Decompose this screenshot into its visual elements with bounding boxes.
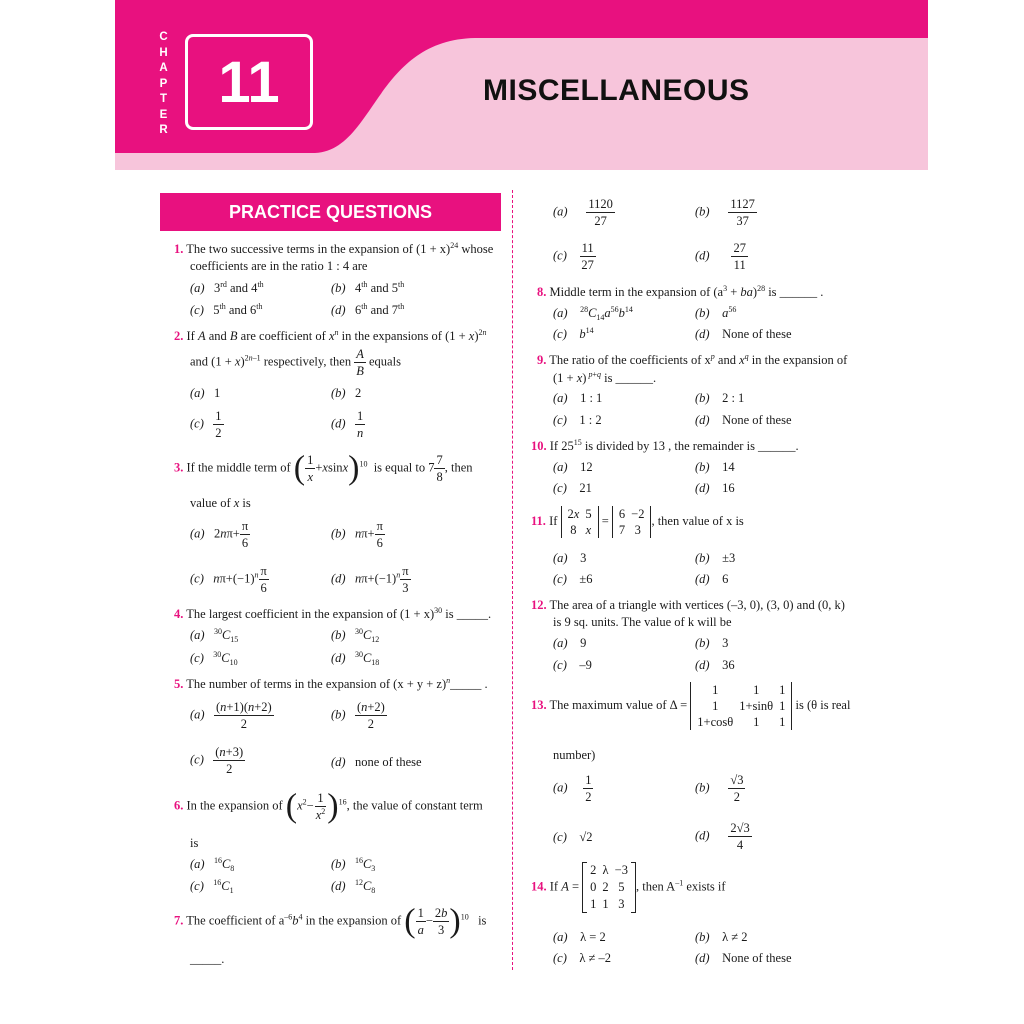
question-3-line2: value of x is [190,496,251,510]
question-8: 8. Middle term in the expansion of $(a^3 + ba)^{28}$ is ______ . [537,284,824,299]
question-9-line2: (1 + x) $^{p+q}$ is ______. [553,370,657,385]
q1-option-a[interactable]: (a) 3rd and 4th [190,280,264,295]
question-3: 3. If the middle term of ( $\frac{1}{x}$ +xsinx)$^{10}$ is equal to 7 $\frac{7}{8}$ , then [174,449,473,487]
q9-option-c[interactable]: (c) 1 : 2 [553,413,602,427]
q8-option-b[interactable]: (b) $a^{56}$ [695,305,737,320]
q8-option-d[interactable]: (d) None of these [695,327,792,341]
q3-option-b[interactable]: (b) nπ+ $\frac{\pi}{6}$ [331,519,383,550]
q5-option-a[interactable]: (a) $\frac{(n+1)(n+2)}{2}$ [190,700,272,731]
q11-option-d[interactable]: (d) 6 [695,572,729,586]
q10-option-d[interactable]: (d) 16 [695,481,735,495]
header-strip [115,153,928,170]
question-1: 1. The two successive terms in the expansion of $(1 + x)^{24}$ whose [174,241,494,256]
question-14: 14. If A = 2 λ −3 0 2 5 1 1 3 , then $A^{-1}$ exists if [531,863,726,911]
q12-option-b[interactable]: (b) 3 [695,636,729,650]
question-6: 6. In the expansion of ($x^2-$ $\frac{1}{x^2}$ )$^{16}$, the value of constant term [174,787,483,825]
q14-option-b[interactable]: (b) λ ≠ 2 [695,930,748,944]
q3-option-c[interactable]: (c) $n\pi+(-1)^n$ $\frac{\pi}{6}$ [190,564,267,595]
q3-option-d[interactable]: (d) $n\pi+(-1)^n$ $\frac{\pi}{3}$ [331,564,409,595]
q4-option-a[interactable]: (a) $^{30}C_{15}$ [190,627,239,644]
q4-option-b[interactable]: (b) $^{30}C_{12}$ [331,627,380,644]
q5-option-d[interactable]: (d) none of these [331,755,422,769]
q13-option-b[interactable]: (b) $\frac{√3}{2}$ [695,773,744,804]
q12-option-c[interactable]: (c) –9 [553,658,592,672]
q6-option-a[interactable]: (a) $^{16}C_8$ [190,856,235,873]
q7-option-d[interactable]: (d) $\frac{27}{11}$ [695,241,746,272]
q13-option-d[interactable]: (d) $\frac{2√3}{4}$ [695,821,750,852]
q9-option-b[interactable]: (b) 2 : 1 [695,391,745,405]
q2-option-b[interactable]: (b) 2 [331,386,362,400]
q10-option-b[interactable]: (b) 14 [695,460,735,474]
q11-option-c[interactable]: (c) ±6 [553,572,593,586]
question-11: 11. If 2x 5 8 x = 6 −2 7 3 , then value of x is [531,507,744,537]
q2-option-a[interactable]: (a) 1 [190,386,221,400]
q8-option-c[interactable]: (c) $b^{14}$ [553,326,594,341]
question-5: 5. The number of terms in the expansion of $(x + y + z)^n\_\_\_\_\_$ . [174,676,488,691]
q9-option-a[interactable]: (a) 1 : 1 [553,391,603,405]
q4-option-c[interactable]: (c) $^{30}C_{10}$ [190,650,238,667]
question-6-line2: is [190,836,199,850]
question-12-line2: is 9 sq. units. The value of k will be [553,615,732,629]
q1-option-d[interactable]: (d) 6th and 7th [331,302,405,317]
q1-option-b[interactable]: (b) 4th and 5th [331,280,405,295]
q14-option-d[interactable]: (d) None of these [695,951,792,965]
q13-option-a[interactable]: (a) $\frac{1}{2}$ [553,773,592,804]
question-2-line2: and $(1 + x)^{2n-1}$ respectively, then $\frac{A}{B}$ equals [190,347,401,378]
q10-option-c[interactable]: (c) 21 [553,481,592,495]
section-title: PRACTICE QUESTIONS [160,193,501,231]
question-2: 2. If A and B are coefficient of $x^n$ in the expansions of $(1 + x)^{2n}$ [174,328,487,343]
question-4: 4. The largest coefficient in the expansion of $(1 + x)^{30}$ is _____. [174,606,492,621]
question-7-line2: _____. [190,952,225,966]
q6-option-c[interactable]: (c) $^{16}C_1$ [190,878,234,895]
q2-option-d[interactable]: (d) $\frac{1}{n}$ [331,409,364,440]
question-9: 9. The ratio of the coefficients of $x^p$ and $x^q$ in the expansion of [537,352,848,367]
q1-option-c[interactable]: (c) 5th and 6th [190,302,263,317]
q11-option-a[interactable]: (a) 3 [553,551,587,565]
question-7: 7. The coefficient of $a^{-6}b^4$ in the expansion of ( $\frac{1}{a}$ − $\frac{2b}{3}$ )$^{10}$ is [174,902,487,940]
question-12: 12. The area of a triangle with vertices (–3, 0), (3, 0) and (0, k) [531,598,845,612]
q11-option-b[interactable]: (b) ±3 [695,551,736,565]
column-divider [512,190,513,970]
q5-option-b[interactable]: (b) $\frac{(n+2)}{2}$ [331,700,385,731]
q3-option-a[interactable]: (a) 2nπ+ $\frac{\pi}{6}$ [190,519,249,550]
question-13-line2: number) [553,748,596,762]
q6-option-b[interactable]: (b) $^{16}C_3$ [331,856,376,873]
chapter-header [115,0,928,170]
q13-option-c[interactable]: (c) √2 [553,830,593,844]
q8-option-a[interactable]: (a) $^{28}C_{14}a^{56}b^{14}$ [553,305,633,322]
question-10: 10. If $25^{15}$ is divided by 13 , the remainder is ______. [531,438,799,453]
q14-option-a[interactable]: (a) λ = 2 [553,930,606,944]
q12-option-a[interactable]: (a) 9 [553,636,587,650]
question-13: 13. The maximum value of Δ = 1 1 1 1 1+sinθ 1 1+cosθ 1 1 is (θ is real [531,683,851,729]
chapter-label: CHAPTER [159,31,168,136]
q6-option-d[interactable]: (d) $^{12}C_8$ [331,878,376,895]
q7-option-c[interactable]: (c) $\frac{11}{27}$ [553,241,594,272]
question-1-line2: coefficients are in the ratio 1 : 4 are [190,259,368,273]
chapter-number: 11 [185,34,313,130]
q5-option-c[interactable]: (c) $\frac{(n+3)}{2}$ [190,745,244,776]
q2-option-c[interactable]: (c) $\frac{1}{2}$ [190,409,222,440]
q10-option-a[interactable]: (a) 12 [553,460,593,474]
q12-option-d[interactable]: (d) 36 [695,658,735,672]
q7-option-b[interactable]: (b) $\frac{1127}{37}$ [695,197,755,228]
chapter-title: MISCELLANEOUS [483,74,750,107]
q4-option-d[interactable]: (d) $^{30}C_{18}$ [331,650,380,667]
q7-option-a[interactable]: (a) $\frac{1120}{27}$ [553,197,613,228]
q14-option-c[interactable]: (c) λ ≠ –2 [553,951,612,965]
q9-option-d[interactable]: (d) None of these [695,413,792,427]
